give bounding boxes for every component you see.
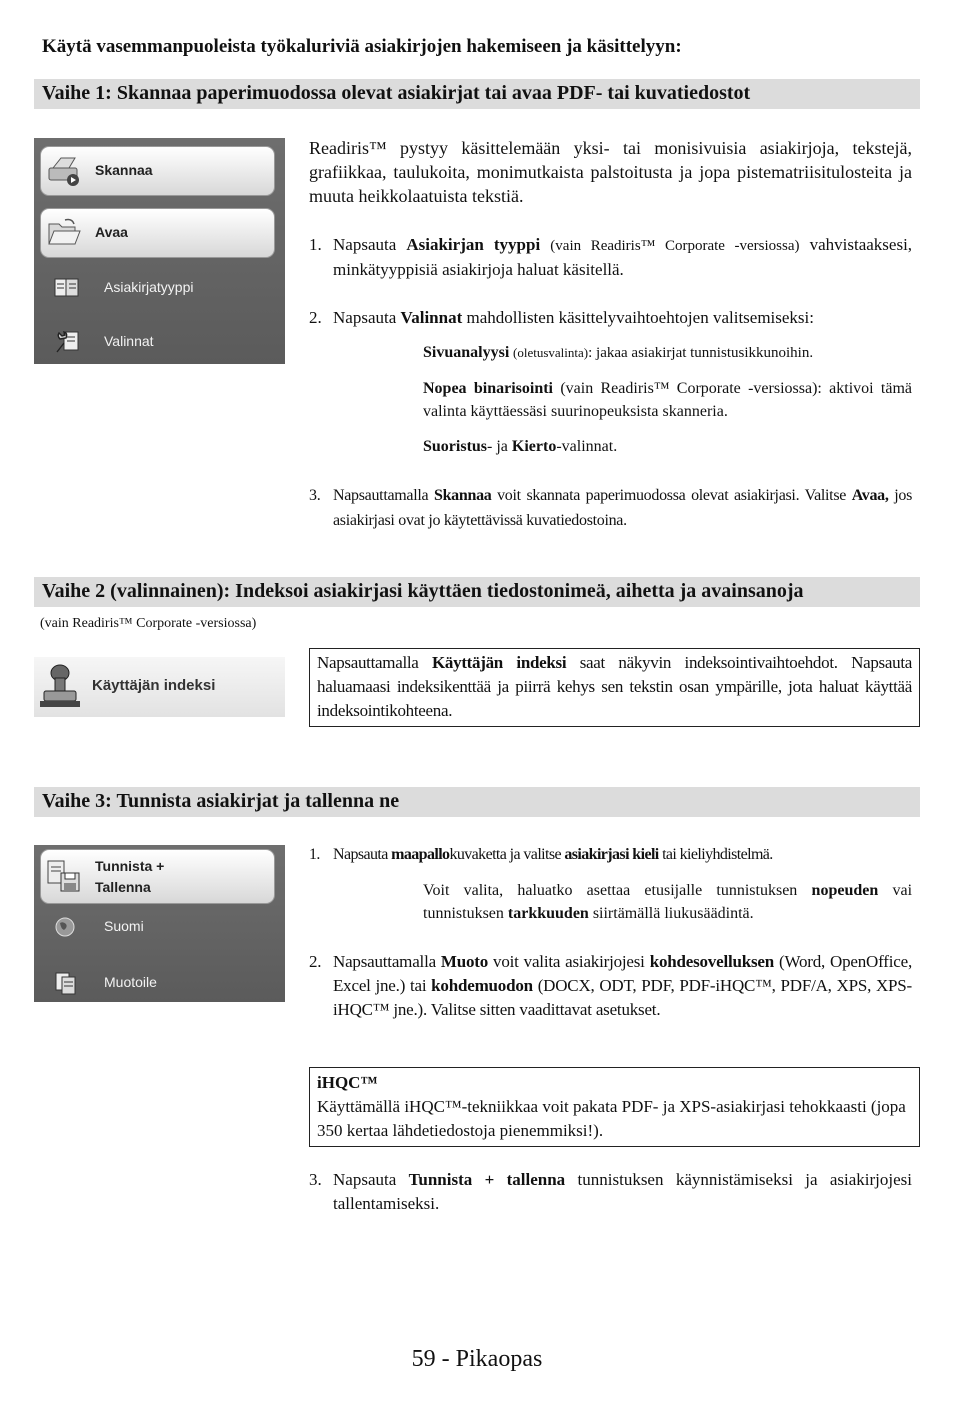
step3-title: Vaihe 3: Tunnista asiakirjat ja tallenna ne — [42, 790, 400, 812]
step1-lead: Readiris™ pystyy käsittelemään yksi- tai monisivuisia asiakirjoja, tekstejä, grafiikkaa, taulukoita, monimutkaista palstoitusta ja jopa pistematriisitulosteita ja muuta heikkolaatuista tekstiä. — [309, 138, 912, 206]
format-document-icon — [54, 971, 80, 995]
step1-item2: 2. Napsauta Valinnat mahdollisten käsittelyvaihtoehtojen valitsemiseksi: — [309, 308, 814, 327]
user-index-label: Käyttäjän indeksi — [92, 677, 216, 694]
folder-open-icon — [47, 216, 81, 250]
step1-item1: 1. Napsauta Asiakirjan tyyppi (vain Readiris™ Corporate -versiossa) vahvistaaksesi, minkätyyppisiä asiakirjoja haluat käsitellä. — [309, 235, 913, 279]
document-type-icon — [54, 276, 80, 300]
options-label: Valinnat — [104, 333, 154, 349]
intro-heading: Käytä vasemmanpuoleista työkaluriviä asiakirjojen hakemiseen ja käsittelyyn: — [42, 36, 682, 57]
step1-header — [34, 79, 920, 109]
step2-title: Vaihe 2 (valinnainen): Indeksoi asiakirjasi käyttäen tiedostonimeä, aihetta ja avainsanoja — [42, 580, 804, 602]
ihqc-text: Käyttämällä iHQC™-tekniikkaa voit pakata PDF- ja XPS-asiakirjasi tehokkaasti (jopa 350 kertaa lähdetiedostoja pienemmiksi!). — [317, 1097, 906, 1140]
user-index-button[interactable] — [34, 657, 285, 717]
scan-label: Skannaa — [95, 162, 153, 178]
recognize-save-icon — [47, 859, 81, 893]
step2-header — [34, 577, 920, 607]
step1-item3: 3. Napsauttamalla Skannaa voit skannata paperimuodossa olevat asiakirjasi. Valitse Avaa, jos asiakirjasi ovat jo käytettävissä kuvatiedostoina. — [309, 487, 912, 529]
step3-header — [34, 787, 920, 817]
ihqc-title: iHQC™ — [317, 1073, 378, 1092]
open-label: Avaa — [95, 224, 128, 240]
step3-item2: 2. Napsauttamalla Muoto voit valita asiakirjojesi kohdesovelluksen (Word, OpenOffice, Excel jne.) tai kohdemuodon (DOCX, ODT, PDF, PDF-iHQC™, PDF/A, XPS, XPS-iHQC™ jne.). Valitse sitten vaadittavat asetukset. — [309, 952, 912, 1019]
recognize-save-button[interactable] — [40, 849, 275, 904]
open-button[interactable] — [40, 208, 275, 258]
recognize-save-label: Tunnista + Tallenna — [95, 858, 165, 895]
step1-ribbon-panel — [34, 138, 285, 364]
step1-sub2: Nopea binarisointi (vain Readiris™ Corporate -versiossa): aktivoi tämä valinta käyttäessäsi suurinopeuksista skanneria. — [423, 380, 913, 420]
step3-ribbon-panel — [34, 845, 285, 1002]
step1-title: Vaihe 1: Skannaa paperimuodossa olevat asiakirjat tai avaa PDF- tai kuvatiedostot — [42, 82, 751, 104]
page-footer: 59 - Pikaopas — [411, 1346, 543, 1372]
document-type-label: Asiakirjatyyppi — [104, 279, 194, 295]
format-label: Muotoile — [104, 974, 157, 990]
ihqc-box — [309, 1067, 920, 1147]
stamp-icon — [36, 663, 80, 713]
step3-item3: 3. Napsauta Tunnista + tallenna tunnistuksen käynnistämiseksi ja asiakirjojesi tallentamiseksi. — [309, 1170, 913, 1213]
step2-info-box: Napsauttamalla Käyttäjän indeksi saat näkyvin indeksointivaihtoehdot. Napsauta haluamaasi indeksikenttää ja piirrä kehys sen tekstin osan ympärille, jota haluat käyttää indeksointikohteena. — [309, 648, 920, 727]
globe-icon — [54, 915, 80, 939]
step2-note: (vain Readiris™ Corporate -versiossa) — [40, 616, 257, 631]
scanner-icon — [47, 154, 81, 188]
step1-sub3: Suoristus- ja Kierto-valinnat. — [423, 438, 618, 455]
language-label: Suomi — [104, 918, 144, 934]
scan-button[interactable] — [40, 146, 275, 196]
step3-item1: 1. Napsauta maapallokuvaketta ja valitse asiakirjasi kieli tai kieliyhdistelmä. — [309, 846, 773, 863]
wrench-icon — [54, 330, 80, 354]
step1-sub1: Sivuanalyysi (oletusvalinta): jakaa asiakirjat tunnistusikkunoihin. — [423, 344, 814, 361]
step3-sub1: Voit valita, haluatko asettaa etusijalle tunnistuksen nopeuden vai tunnistuksen tarkkuuden siirtämällä liukusäädintä. — [423, 882, 913, 922]
